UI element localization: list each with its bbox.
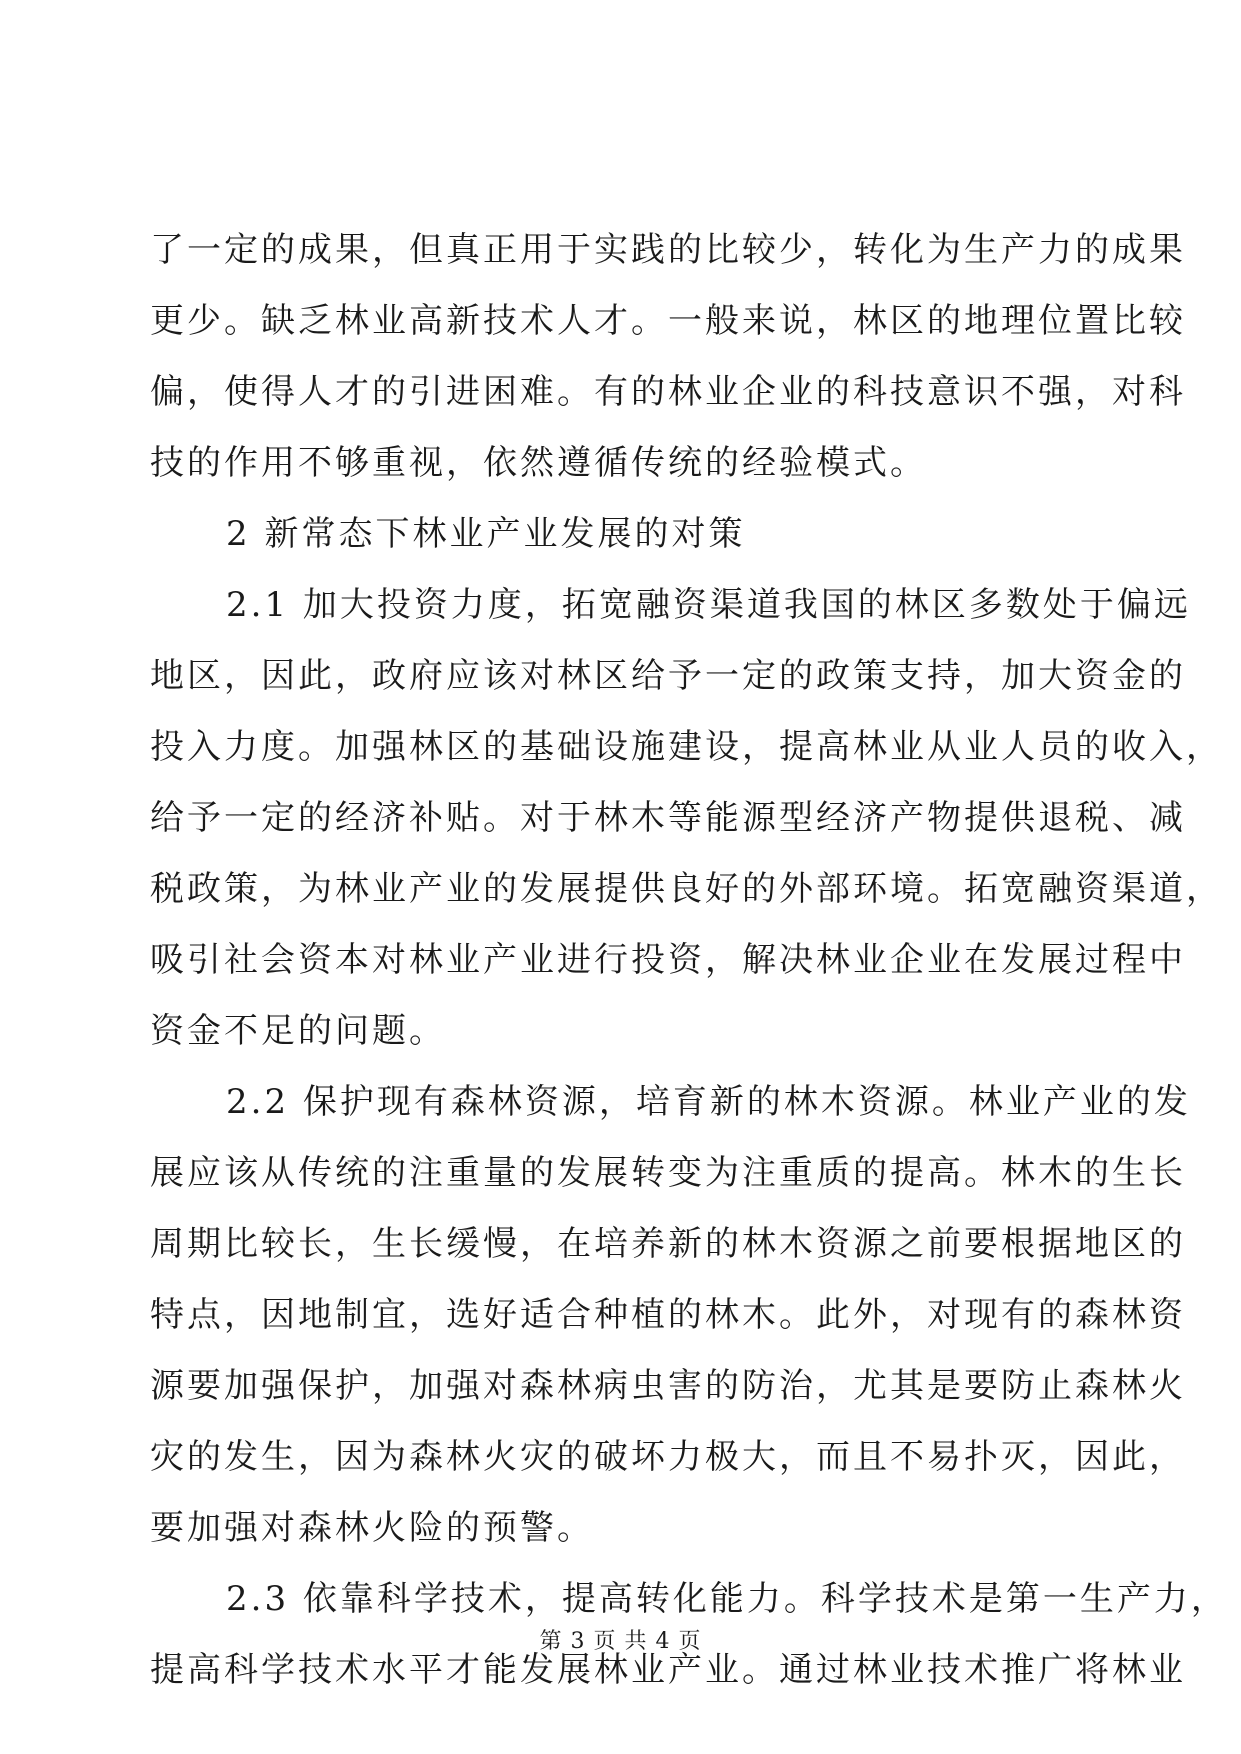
section-heading: [150, 514, 1080, 554]
text-line: 了一定的成果，但真正用于实践的比较少，转化为生产力的成果: [150, 230, 1186, 270]
page-number-footer: 第 3 页 共 4 页: [539, 1629, 702, 1654]
document-body: [150, 230, 1228, 1721]
text-line: 投入力度。加强林区的基础设施建设，提高林业从业人员的收入，: [150, 727, 1223, 767]
text-line: 2.2 保护现有森林资源，培育新的林木资源。林业产业的发: [226, 1082, 1191, 1122]
text-line: 给予一定的经济补贴。对于林木等能源型经济产物提供退税、减: [150, 798, 1186, 838]
text-line: 更少。缺乏林业高新技术人才。一般来说，林区的地理位置比较: [150, 301, 1186, 341]
paragraph-2-2: [150, 1082, 1191, 1548]
text-line: 要加强对森林火险的预警。: [150, 1508, 594, 1548]
paragraph-continuation: [150, 230, 1186, 483]
text-line: 周期比较长，生长缓慢，在培养新的林木资源之前要根据地区的: [150, 1224, 1186, 1264]
text-line: 特点，因地制宜，选好适合种植的林木。此外，对现有的森林资: [150, 1295, 1186, 1335]
text-line: 技的作用不够重视，依然遵循传统的经验模式。: [150, 443, 927, 483]
text-line: 灾的发生，因为森林火灾的破坏力极大，而且不易扑灭，因此，: [150, 1437, 1186, 1477]
text-line: 地区，因此，政府应该对林区给予一定的政策支持，加大资金的: [150, 656, 1186, 696]
text-line: 偏，使得人才的引进困难。有的林业企业的科技意识不强，对科: [150, 372, 1186, 412]
text-line: 2.3 依靠科学技术，提高转化能力。科学技术是第一生产力，: [226, 1579, 1228, 1619]
text-line: 2.1 加大投资力度，拓宽融资渠道我国的林区多数处于偏远: [226, 585, 1191, 625]
text-line: 税政策，为林业产业的发展提供良好的外部环境。拓宽融资渠道，: [150, 869, 1223, 909]
text-line: 资金不足的问题。: [150, 1011, 446, 1051]
paragraph-2-1: [150, 585, 1223, 1051]
text-line: 提高科学技术水平才能发展林业产业。通过林业技术推广将林业: [150, 1650, 1186, 1690]
text-line: 展应该从传统的注重量的发展转变为注重质的提高。林木的生长: [150, 1153, 1186, 1193]
text-line: 吸引社会资本对林业产业进行投资，解决林业企业在发展过程中: [150, 940, 1186, 980]
text-line: 源要加强保护，加强对森林病虫害的防治，尤其是要防止森林火: [150, 1366, 1186, 1406]
heading-line: 2 新常态下林业产业发展的对策: [226, 514, 746, 554]
